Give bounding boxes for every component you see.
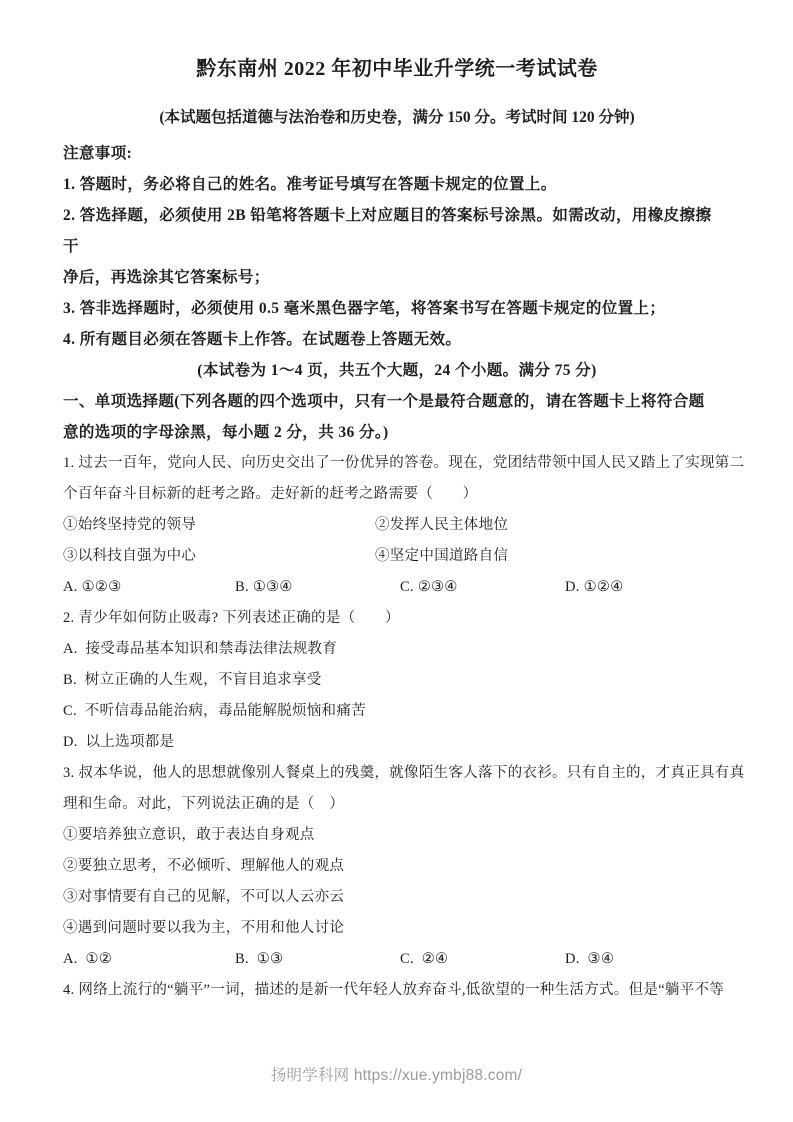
q2-stem: 2. 青少年如何防止吸毒? 下列表述正确的是（ ） xyxy=(63,610,400,626)
q3-choice-d: D. ③④ xyxy=(565,951,615,967)
q1-item-1: ①始终坚持党的领导 xyxy=(63,517,197,533)
q3-stem-line-2: 理和生命。对此，下列说法正确的是（ ） xyxy=(63,796,345,812)
paper-title: 黔东南州 2022 年初中毕业升学统一考试试卷 xyxy=(196,58,598,80)
q3-choices-row xyxy=(63,944,731,975)
q1-item-3: ③以科技自强为中心 xyxy=(63,548,197,564)
q4-stem: 4. 网络上流行的“躺平”一词，描述的是新一代年轻人放弃奋斗,低欲望的一种生活方式。但是“躺平不等 xyxy=(63,982,725,998)
paper-subtitle: (本试题包括道德与法治卷和历史卷，满分 150 分。考试时间 120 分钟) xyxy=(159,109,635,126)
q1-choice-b: B. ①③④ xyxy=(235,579,293,595)
q1-stem-line-2: 个百年奋斗目标新的赶考之路。走好新的赶考之路需要（ ） xyxy=(63,486,478,502)
q2-choice-a: A. 接受毒品基本知识和禁毒法律法规教育 xyxy=(63,641,338,657)
q3-stem-line-1: 3. 叔本华说，他人的思想就像别人餐桌上的残羹，就像陌生客人落下的衣衫。只有自主的，才真正具有真 xyxy=(63,765,745,781)
q3-item-3: ③对事情要有自己的见解，不可以人云亦云 xyxy=(63,889,345,905)
q3-item-4: ④遇到问题时要以我为主，不用和他人讨论 xyxy=(63,920,345,936)
q3-choice-c: C. ②④ xyxy=(400,951,449,967)
q1-choice-c: C. ②③④ xyxy=(400,579,458,595)
q1-item-4: ④坚定中国道路自信 xyxy=(375,548,509,564)
q3-item-1: ①要培养独立意识，敢于表达自身观点 xyxy=(63,827,315,843)
q2-choice-c: C. 不听信毒品能治病，毒品能解脱烦恼和痛苦 xyxy=(63,703,366,719)
notice-line-1: 1. 答题时，务必将自己的姓名。准考证号填写在答题卡规定的位置上。 xyxy=(63,176,557,193)
q2-choice-b: B. 树立正确的人生观，不盲目追求享受 xyxy=(63,672,322,688)
q1-choice-a: A. ①②③ xyxy=(63,579,122,595)
notice-line-2-wrap: 干 xyxy=(63,238,79,255)
section1-heading-line-1: 一、单项选择题(下列各题的四个选项中，只有一个是最符合题意的，请在答题卡上将符合题 xyxy=(63,393,705,410)
q1-choice-d: D. ①②④ xyxy=(565,579,624,595)
watermark-footer: 扬明学科网 https://xue.ymbj88.com/ xyxy=(270,1067,523,1084)
notice-line-3: 3. 答非选择题时，必须使用 0.5 毫米黑色器字笔，将答案书写在答题卡规定的位置上； xyxy=(63,300,666,317)
q1-stem-line-1: 1. 过去一百年，党向人民、向历史交出了一份优异的答卷。现在，党团结带领中国人民又踏上了实现第二 xyxy=(63,455,745,471)
q3-choice-b: B. ①③ xyxy=(235,951,284,967)
q3-choice-a: A. ①② xyxy=(63,951,113,967)
notice-heading: 注意事项: xyxy=(63,145,133,162)
page-content xyxy=(0,54,793,1006)
q1-items-row-2 xyxy=(63,541,731,572)
notice-line-4: 4. 所有题目必须在答题卡上作答。在试题卷上答题无效。 xyxy=(63,331,462,348)
q2-choice-d: D. 以上选项都是 xyxy=(63,734,175,750)
section1-heading-line-2: 意的选项的字母涂黑，每小题 2 分，共 36 分。) xyxy=(63,424,389,441)
q1-item-2: ②发挥人民主体地位 xyxy=(375,517,509,533)
q1-choices-row xyxy=(63,572,731,603)
q3-item-2: ②要独立思考，不必倾听、理解他人的观点 xyxy=(63,858,345,874)
q1-items-row-1 xyxy=(63,510,731,541)
notice-line-2-cont: 净后，再选涂其它答案标号； xyxy=(63,269,270,286)
notice-line-2: 2. 答选择题，必须使用 2B 铅笔将答题卡上对应题目的答案标号涂黑。如需改动，用橡皮擦擦 xyxy=(63,207,712,224)
paper-info: (本试卷为 1～4 页，共五个大题，24 个小题。满分 75 分) xyxy=(197,362,597,379)
